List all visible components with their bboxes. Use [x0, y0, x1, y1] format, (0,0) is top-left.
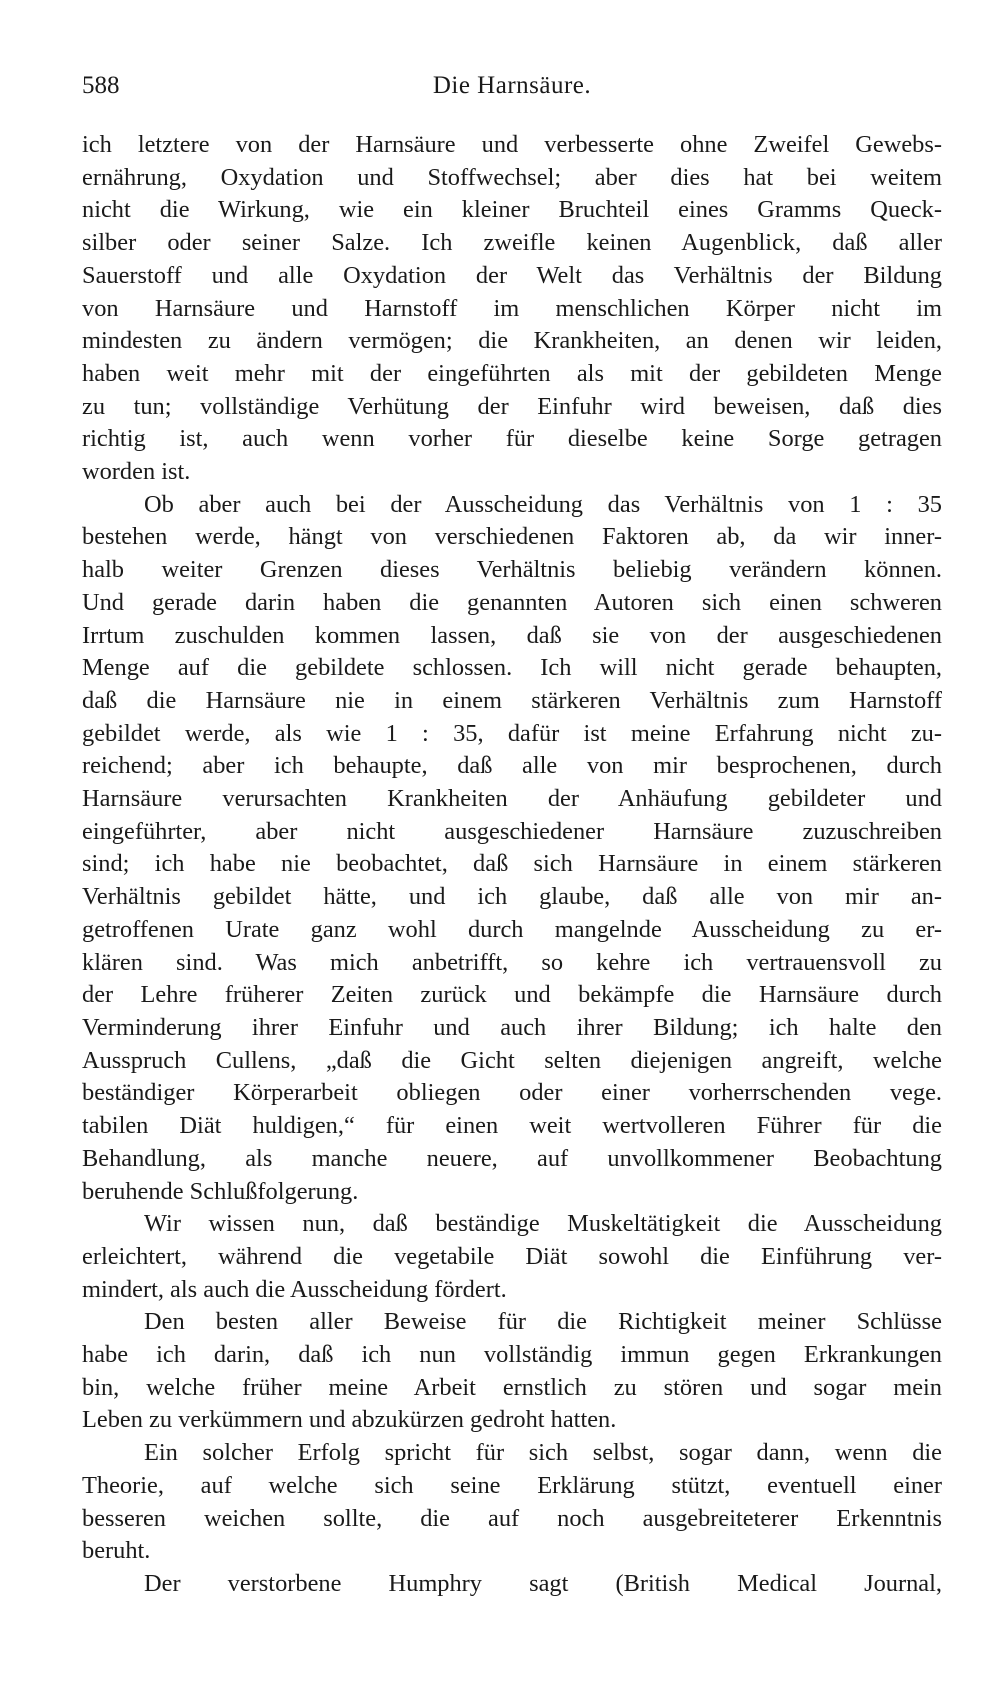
paragraph-1: [82, 129, 942, 489]
page-number: 588: [82, 72, 120, 99]
text-line: habe ich darin, daß ich nun vollständig immun gegen Erkrankungen: [82, 1341, 942, 1369]
running-title: Die Harnsäure.: [432, 72, 592, 99]
text-line: daß die Harnsäure nie in einem stärkeren Verhältnis zum Harnstoff: [82, 686, 942, 714]
text-line: worden ist.: [82, 458, 191, 486]
text-line: bin, welche früher meine Arbeit ernstlich zu stören und sogar mein: [82, 1373, 942, 1401]
text-line: der Lehre früherer Zeiten zurück und bekämpfe die Harnsäure durch: [82, 981, 942, 1009]
text-line: richtig ist, auch wenn vorher für dieselbe keine Sorge getragen: [82, 425, 942, 453]
text-line: sind; ich habe nie beobachtet, daß sich Harnsäure in einem stärkeren: [82, 850, 942, 878]
text-line: Harnsäure verursachten Krankheiten der Anhäufung gebildeter und: [82, 785, 942, 813]
text-line: Menge auf die gebildete schlossen. Ich will nicht gerade behaupten,: [82, 654, 942, 682]
text-line: mindesten zu ändern vermögen; die Krankheiten, an denen wir leiden,: [82, 327, 942, 355]
paragraph-2: [82, 489, 942, 1208]
text-line: Leben zu verkümmern und abzukürzen gedroht hatten.: [82, 1406, 617, 1434]
text-line: bestehen werde, hängt von verschiedenen Faktoren ab, da wir inner-: [82, 523, 942, 551]
text-line: ernährung, Oxydation und Stoffwechsel; aber dies hat bei weitem: [82, 163, 942, 191]
text-line: Verminderung ihrer Einfuhr und auch ihrer Bildung; ich halte den: [82, 1013, 942, 1041]
page-header: [82, 66, 942, 106]
text-line: klären sind. Was mich anbetrifft, so kehre ich vertrauensvoll zu: [82, 948, 942, 976]
paragraph-6: [82, 1568, 942, 1601]
text-line: Wir wissen nun, daß beständige Muskeltätigkeit die Ausscheidung: [144, 1210, 942, 1238]
text-line: Sauerstoff und alle Oxydation der Welt das Verhältnis der Bildung: [82, 261, 942, 289]
text-line: zu tun; vollständige Verhütung der Einfuhr wird beweisen, daß dies: [82, 392, 942, 420]
text-line: beständiger Körperarbeit obliegen oder einer vorherrschenden vege.: [82, 1079, 942, 1107]
paragraph-5: [82, 1437, 942, 1568]
text-line: nicht die Wirkung, wie ein kleiner Bruchteil eines Gramms Queck-: [82, 196, 942, 224]
text-line: silber oder seiner Salze. Ich zweifle keinen Augenblick, daß aller: [82, 229, 942, 257]
text-line: ich letztere von der Harnsäure und verbesserte ohne Zweifel Gewebs-: [82, 131, 942, 158]
text-line: beruhende Schlußfolgerung.: [82, 1177, 359, 1205]
text-line: gebildet werde, als wie 1 : 35, dafür ist meine Erfahrung nicht zu-: [82, 719, 942, 747]
text-line: Irrtum zuschulden kommen lassen, daß sie von der ausgeschiedenen: [82, 621, 942, 649]
body-text: [82, 129, 942, 1601]
text-line: Behandlung, als manche neuere, auf unvollkommener Beobachtung: [82, 1144, 942, 1172]
text-line: Ob aber auch bei der Ausscheidung das Verhältnis von 1 : 35: [144, 490, 942, 518]
paragraph-4: [82, 1306, 942, 1437]
text-line: Den besten aller Beweise für die Richtigkeit meiner Schlüsse: [144, 1308, 942, 1336]
text-line: halb weiter Grenzen dieses Verhältnis beliebig verändern können.: [82, 556, 942, 584]
text-line: beruht.: [82, 1537, 151, 1565]
text-line: Verhältnis gebildet hätte, und ich glaube, daß alle von mir an-: [82, 883, 942, 911]
text-line: besseren weichen sollte, die auf noch ausgebreiteterer Erkenntnis: [82, 1504, 942, 1532]
text-line: erleichtert, während die vegetabile Diät sowohl die Einführung ver-: [82, 1242, 942, 1270]
text-line: von Harnsäure und Harnstoff im menschlichen Körper nicht im: [82, 294, 942, 322]
text-line: Ein solcher Erfolg spricht für sich selbst, sogar dann, wenn die: [144, 1439, 942, 1467]
text-line: Der verstorbene Humphry sagt (British Medical Journal,: [144, 1569, 942, 1597]
paragraph-3: [82, 1208, 942, 1306]
text-line: mindert, als auch die Ausscheidung fördert.: [82, 1275, 507, 1303]
text-line: Ausspruch Cullens, „daß die Gicht selten diejenigen angreift, welche: [82, 1046, 942, 1074]
text-line: haben weit mehr mit der eingeführten als mit der gebildeten Menge: [82, 359, 942, 387]
text-line: reichend; aber ich behaupte, daß alle von mir besprochenen, durch: [82, 752, 942, 780]
text-line: getroffenen Urate ganz wohl durch mangelnde Ausscheidung zu er-: [82, 915, 942, 943]
text-line: eingeführter, aber nicht ausgeschiedener Harnsäure zuzuschreiben: [82, 817, 942, 845]
text-line: Theorie, auf welche sich seine Erklärung stützt, eventuell einer: [82, 1471, 942, 1499]
text-line: tabilen Diät huldigen,“ für einen weit wertvolleren Führer für die: [82, 1112, 942, 1140]
text-line: Und gerade darin haben die genannten Autoren sich einen schweren: [82, 588, 942, 616]
